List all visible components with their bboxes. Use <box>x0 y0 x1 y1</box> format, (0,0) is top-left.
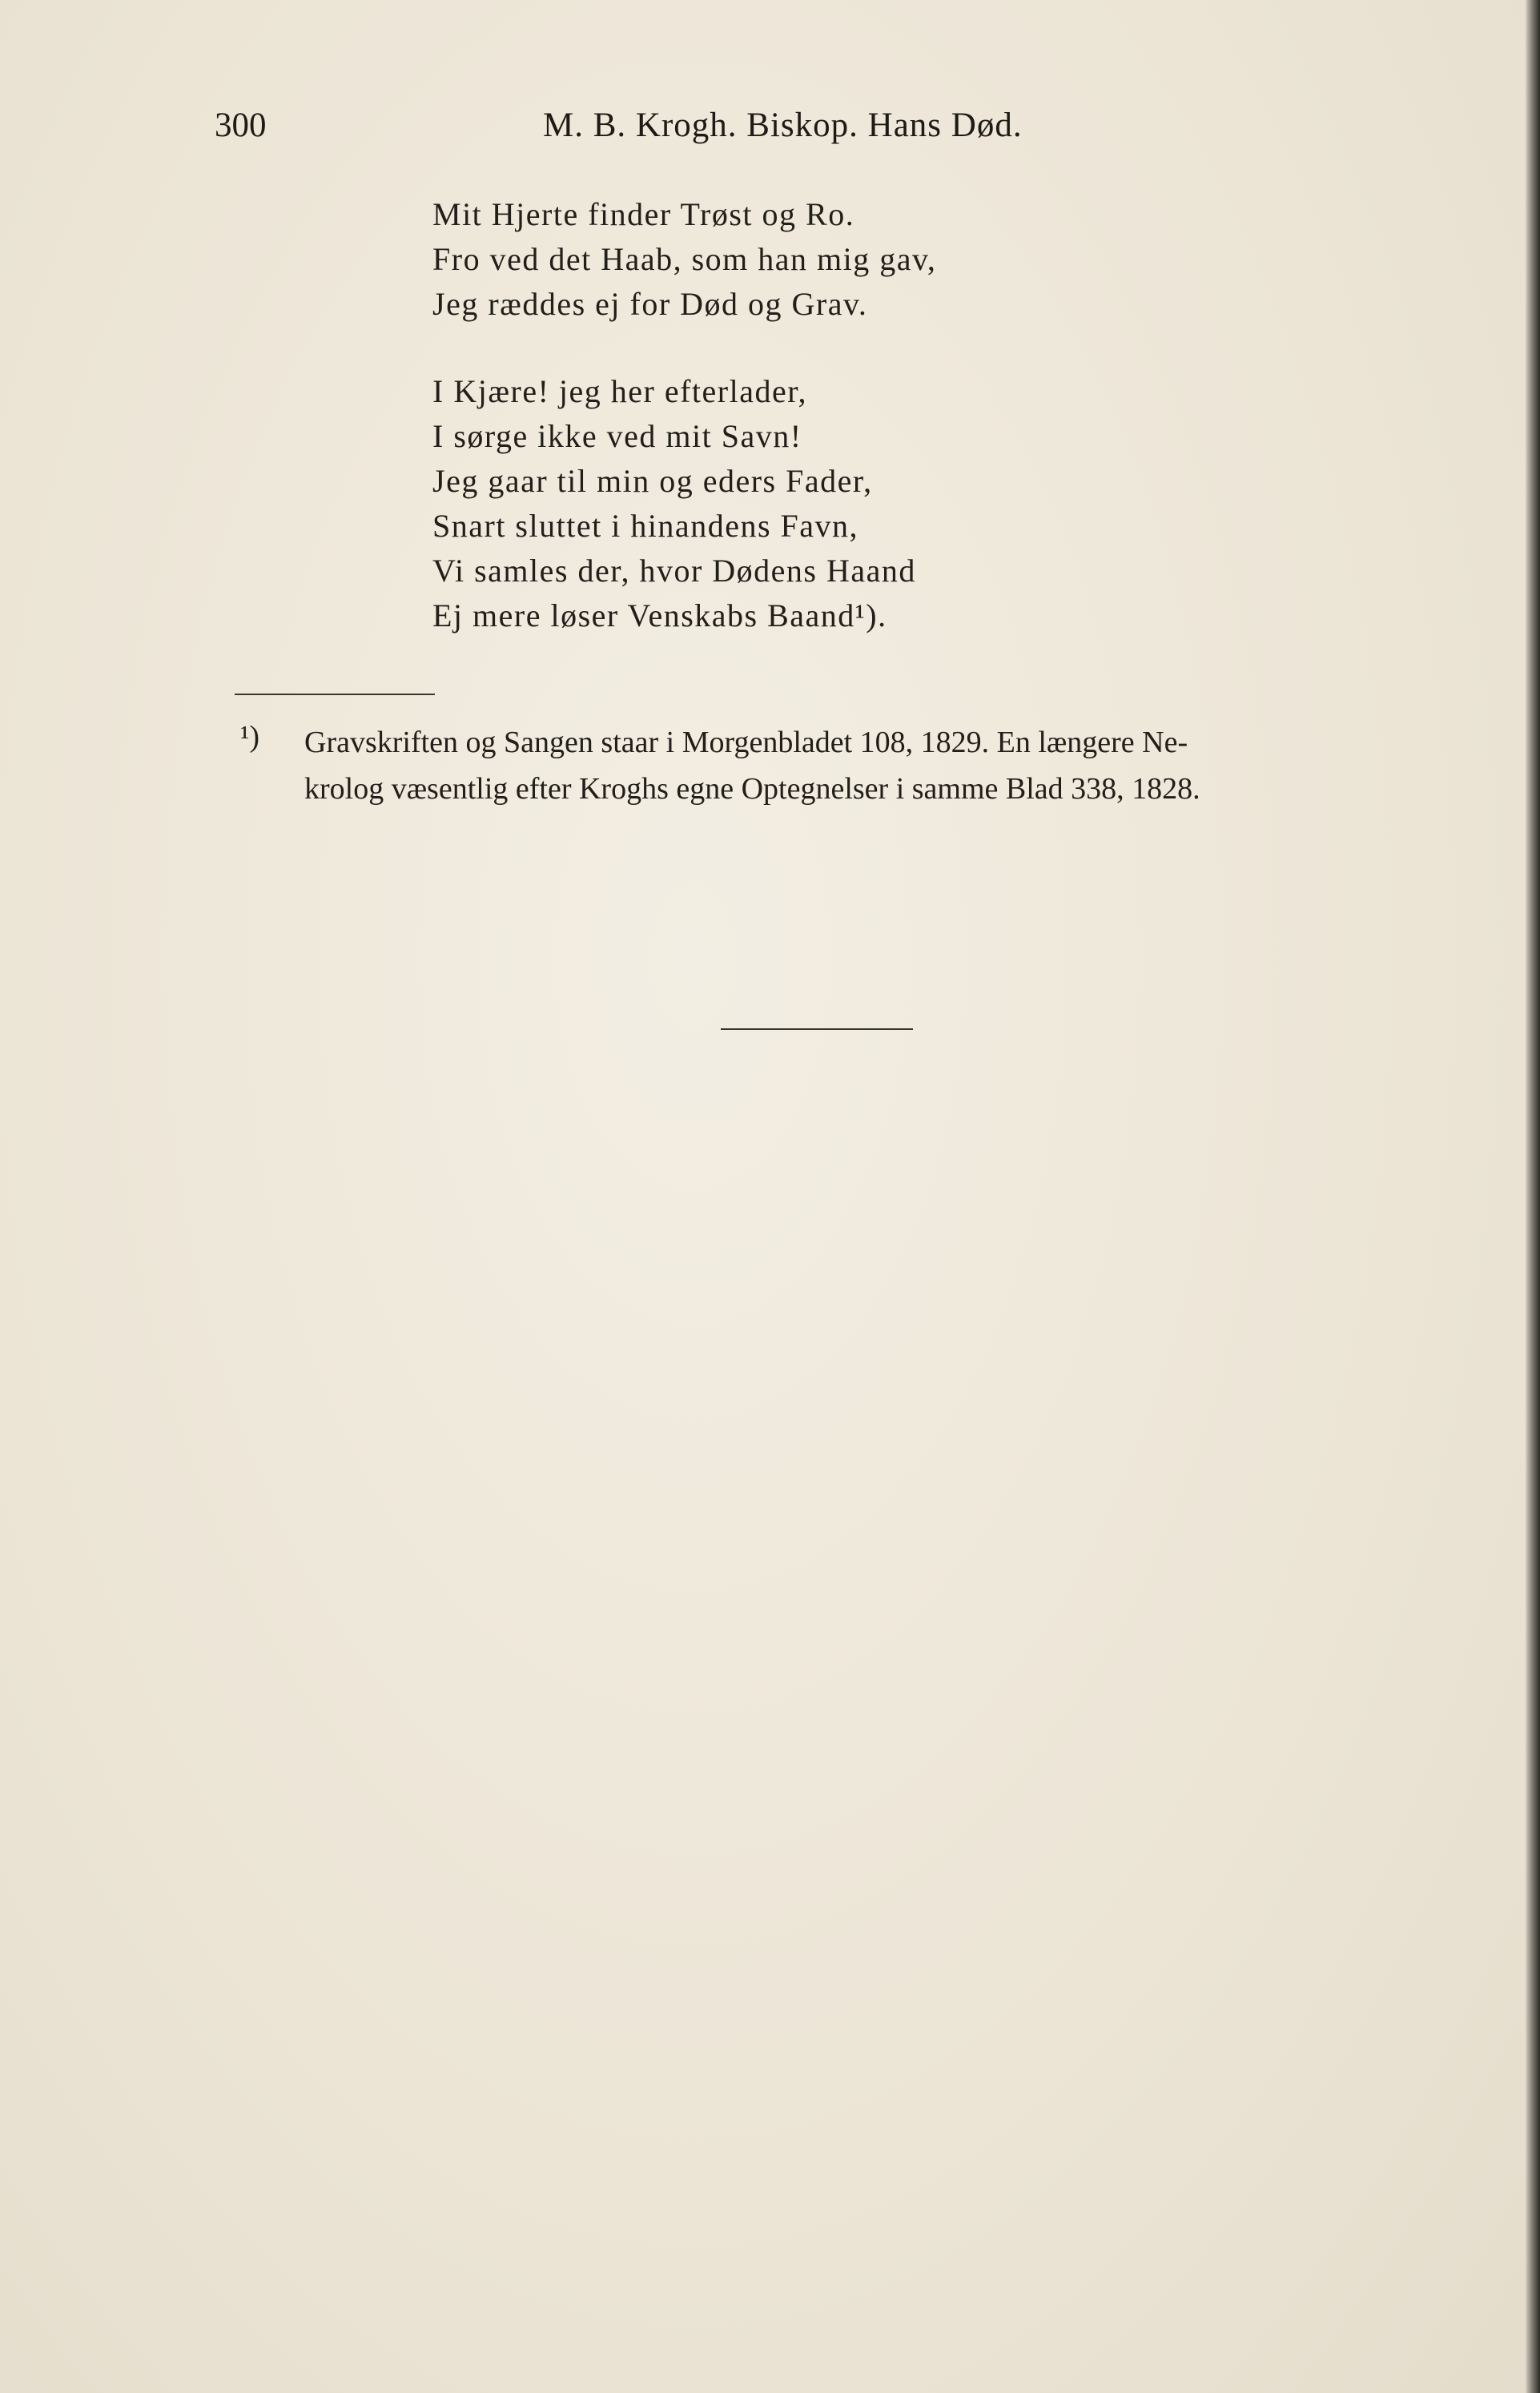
poem-line: Vi samles der, hvor Dødens Haand <box>432 553 916 589</box>
poem-stanza-2 <box>432 369 936 638</box>
footnote <box>240 719 1450 812</box>
footnote-line: Gravskriften og Sangen staar i Morgenbladet 108, 1829. En længere Ne- <box>304 726 1188 759</box>
poem-line: Snart sluttet i hinandens Favn, <box>432 508 859 544</box>
page-number: 300 <box>215 107 267 144</box>
poem <box>432 192 936 638</box>
footnote-separator <box>235 694 435 695</box>
footnote-line: krolog væsentlig efter Kroghs egne Optegnelser i samme Blad 338, 1828. <box>304 772 1200 806</box>
poem-line: Jeg gaar til min og eders Fader, <box>432 463 873 499</box>
poem-line: Mit Hjerte finder Trøst og Ro. <box>432 196 855 232</box>
poem-line: Jeg ræddes ej for Død og Grav. <box>432 286 868 322</box>
running-head: M. B. Krogh. Biskop. Hans Død. <box>543 107 1023 144</box>
page-edge-shadow <box>1526 0 1540 2393</box>
footnote-marker: ¹) <box>240 720 260 754</box>
poem-line: I sørge ikke ved mit Savn! <box>432 418 802 454</box>
section-end-rule <box>721 1028 913 1030</box>
poem-line: Ej mere løser Venskabs Baand¹). <box>432 597 887 633</box>
poem-line: I Kjære! jeg her efterlader, <box>432 373 807 409</box>
poem-line: Fro ved det Haab, som han mig gav, <box>432 241 937 277</box>
poem-stanza-1 <box>432 192 936 327</box>
page-header <box>215 106 1128 154</box>
